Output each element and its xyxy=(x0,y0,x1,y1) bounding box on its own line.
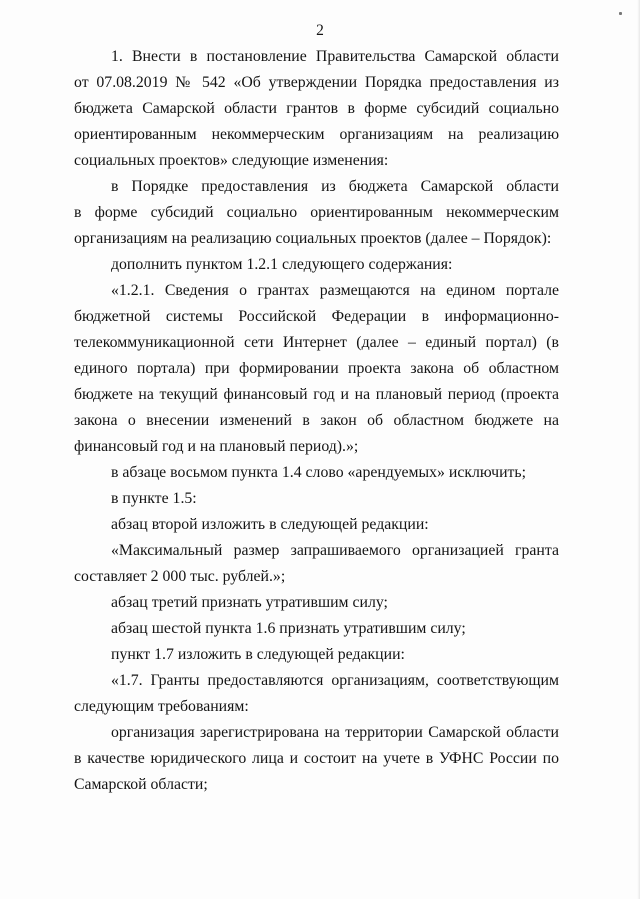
text-line: социальных проектов» следующие изменения: xyxy=(74,152,389,169)
text-line: «1.2.1. Сведения о грантах размещаются на едином портале xyxy=(111,282,559,299)
text-line: закона о внесении изменений в закон об областном бюджете на xyxy=(74,412,559,429)
scan-speck xyxy=(619,12,622,15)
text-line: финансовый год и на плановый период).»; xyxy=(74,438,359,455)
document-body xyxy=(74,44,559,798)
text-line: от 07.08.2019 № 542 «Об утверждении Порядка предоставления из xyxy=(74,74,559,91)
text-line: в качестве юридического лица и состоит на учете в УФНС России по xyxy=(74,750,559,767)
text-line: в пункте 1.5: xyxy=(111,490,197,507)
text-line: Самарской области; xyxy=(74,776,208,793)
text-line: 1. Внести в постановление Правительства Самарской области xyxy=(111,48,559,65)
text-line: в форме субсидий социально ориентированным некоммерческим xyxy=(74,204,559,221)
text-line: дополнить пунктом 1.2.1 следующего содержания: xyxy=(111,256,453,273)
page-number: 2 xyxy=(316,22,324,39)
text-line: организациям на реализацию социальных проектов (далее – Порядок): xyxy=(74,230,552,247)
text-line: телекоммуникационной сети Интернет (далее – единый портал) (в xyxy=(74,334,559,351)
text-line: «1.7. Гранты предоставляются организациям, соответствующим xyxy=(111,672,559,689)
text-line: абзац шестой пункта 1.6 признать утратившим силу; xyxy=(111,620,466,637)
text-line: ориентированным некоммерческим организациям на реализацию xyxy=(74,126,559,143)
text-line: абзац третий признать утратившим силу; xyxy=(111,594,388,611)
text-line: в Порядке предоставления из бюджета Самарской области xyxy=(111,178,559,195)
text-line: в абзаце восьмом пункта 1.4 слово «арендуемых» исключить; xyxy=(111,464,527,481)
text-line: абзац второй изложить в следующей редакции: xyxy=(111,516,429,533)
text-line: организация зарегистрирована на территории Самарской области xyxy=(111,724,559,741)
text-line: составляет 2 000 тыс. рублей.»; xyxy=(74,568,286,585)
text-line: бюджете на текущий финансовый год и на плановый период (проекта xyxy=(74,386,559,403)
text-line: бюджета Самарской области грантов в форме субсидий социально xyxy=(74,100,559,117)
text-line: следующим требованиям: xyxy=(74,698,249,715)
text-line: бюджетной системы Российской Федерации в информационно- xyxy=(74,308,559,325)
text-line: пункт 1.7 изложить в следующей редакции: xyxy=(111,646,405,663)
text-line: единого портала) при формировании проекта закона об областном xyxy=(74,360,559,377)
text-line: «Максимальный размер запрашиваемого организацией гранта xyxy=(111,542,559,559)
